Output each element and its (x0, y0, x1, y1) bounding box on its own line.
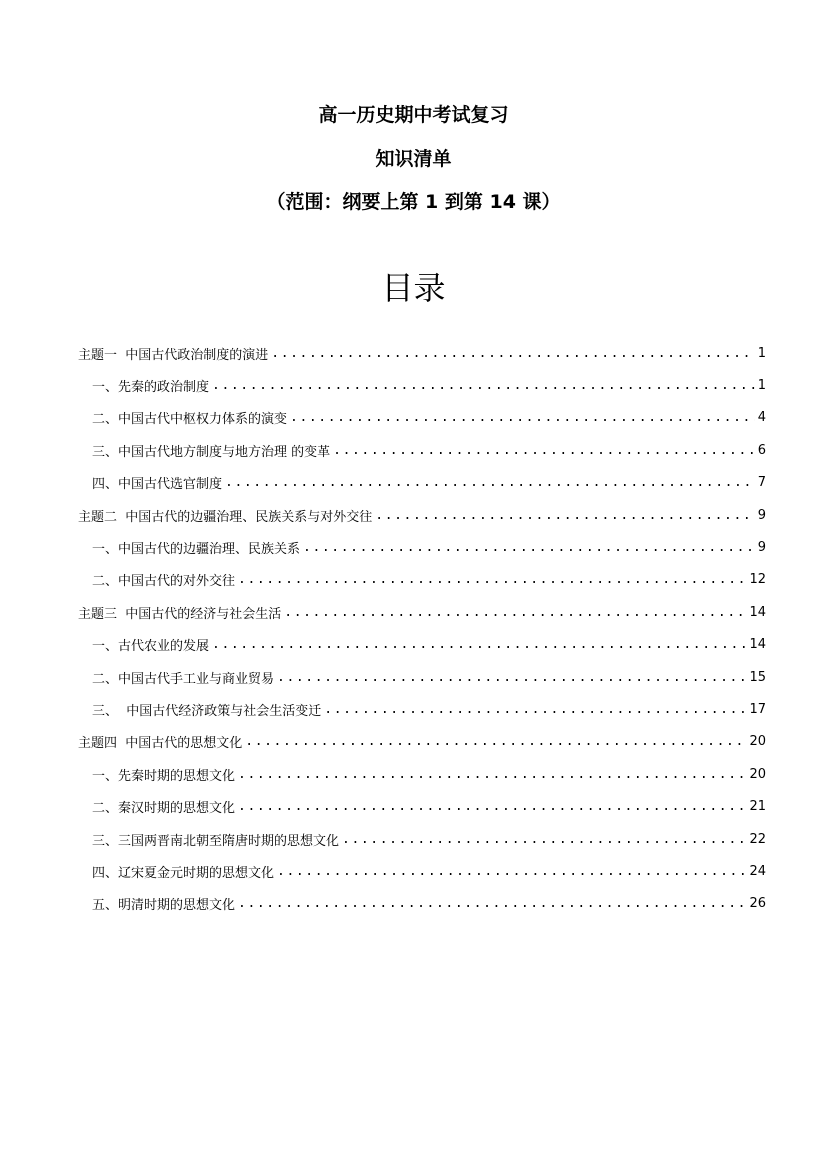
toc-entry-section[interactable] (0, 661, 827, 693)
toc-page-number: 9 (757, 507, 766, 523)
toc-page-number: 20 (749, 766, 766, 782)
toc-dot-leader (238, 897, 746, 910)
toc-dot-leader (375, 509, 754, 522)
toc-entry-section[interactable] (0, 888, 827, 920)
toc-dot-leader (277, 865, 746, 878)
toc-entry-title: 四、中国古代选官制度 (92, 477, 223, 493)
toc-page-number: 21 (749, 799, 766, 815)
toc-dot-leader (284, 606, 746, 619)
toc-dot-leader (271, 347, 754, 360)
toc-entry-section[interactable] (0, 467, 827, 499)
toc-entry-section[interactable] (0, 758, 827, 790)
toc-dot-leader (212, 379, 755, 392)
toc-entry-title: 二、秦汉时期的思想文化 (92, 801, 236, 817)
toc-page-number: 17 (749, 701, 766, 717)
toc-entry-section[interactable] (0, 402, 827, 434)
toc-entry-title: 三、三国两晋南北朝至隋唐时期的思想文化 (92, 833, 340, 849)
toc-page-number: 7 (757, 475, 766, 491)
toc-page-number: 6 (757, 442, 766, 458)
toc-page-number: 9 (757, 540, 766, 556)
toc-entry-title: 三、 中国古代经济政策与社会生活变迁 (92, 703, 322, 719)
toc-entry-title: 二、中国古代手工业与商业贸易 (92, 671, 275, 687)
toc-entry-section[interactable] (0, 790, 827, 822)
toc-entry-topic[interactable] (0, 499, 827, 531)
toc-entry-title: 四、辽宋夏金元时期的思想文化 (92, 865, 275, 881)
toc-entry-topic[interactable] (0, 726, 827, 758)
toc-entry-section[interactable] (0, 564, 827, 596)
toc-page-number: 24 (749, 863, 766, 879)
toc-dot-leader (277, 671, 746, 684)
toc-entry-section[interactable] (0, 531, 827, 563)
toc-entry-topic[interactable] (0, 596, 827, 628)
toc-entry-title: 二、中国古代中枢权力体系的演变 (92, 412, 288, 428)
toc-entry-title: 三、中国古代地方制度与地方治理 的变革 (92, 444, 331, 460)
toc-entry-title: 一、古代农业的发展 (92, 639, 210, 655)
toc-page-number: 15 (749, 669, 766, 685)
toc-dot-leader (333, 444, 755, 457)
toc-heading: 目录 (381, 269, 446, 307)
toc-entry-section[interactable] (0, 629, 827, 661)
toc-entry-section[interactable] (0, 855, 827, 887)
toc-entry-section[interactable] (0, 823, 827, 855)
toc-page-number: 1 (757, 345, 766, 361)
toc-page-number: 22 (749, 831, 766, 847)
toc-page-number: 14 (749, 604, 766, 620)
toc-dot-leader (303, 541, 755, 554)
toc-entry-title: 一、中国古代的边疆治理、民族关系 (92, 542, 301, 558)
toc-entry-title: 主题四 中国古代的思想文化 (78, 736, 243, 752)
toc-entry-title: 一、先秦的政治制度 (92, 380, 210, 396)
table-of-contents (0, 337, 827, 920)
document-subtitle: 知识清单 (375, 148, 452, 170)
toc-page-number: 12 (749, 572, 766, 588)
toc-entry-topic[interactable] (0, 337, 827, 369)
toc-entry-title: 主题三 中国古代的经济与社会生活 (78, 606, 282, 622)
toc-dot-leader (324, 703, 746, 716)
toc-dot-leader (245, 735, 746, 748)
toc-entry-title: 五、明清时期的思想文化 (92, 898, 236, 914)
toc-dot-leader (225, 476, 755, 489)
toc-page-number: 20 (749, 734, 766, 750)
toc-page-number: 4 (757, 410, 766, 426)
toc-entry-section[interactable] (0, 369, 827, 401)
toc-dot-leader (290, 411, 755, 424)
document-title: 高一历史期中考试复习 (318, 104, 509, 126)
toc-dot-leader (342, 833, 746, 846)
toc-entry-section[interactable] (0, 434, 827, 466)
toc-dot-leader (238, 573, 746, 586)
toc-page-number: 1 (757, 378, 766, 394)
toc-entry-title: 主题二 中国古代的边疆治理、民族关系与对外交往 (78, 509, 373, 525)
toc-entry-title: 一、先秦时期的思想文化 (92, 768, 236, 784)
toc-dot-leader (238, 800, 746, 813)
toc-dot-leader (212, 638, 746, 651)
toc-dot-leader (238, 768, 746, 781)
toc-page-number: 14 (749, 637, 766, 653)
document-scope: （范围：纲要上第 1 到第 14 课） (266, 191, 561, 213)
toc-entry-title: 二、中国古代的对外交往 (92, 574, 236, 590)
toc-page-number: 26 (749, 896, 766, 912)
toc-entry-title: 主题一 中国古代政治制度的演进 (78, 347, 269, 363)
toc-entry-section[interactable] (0, 693, 827, 725)
